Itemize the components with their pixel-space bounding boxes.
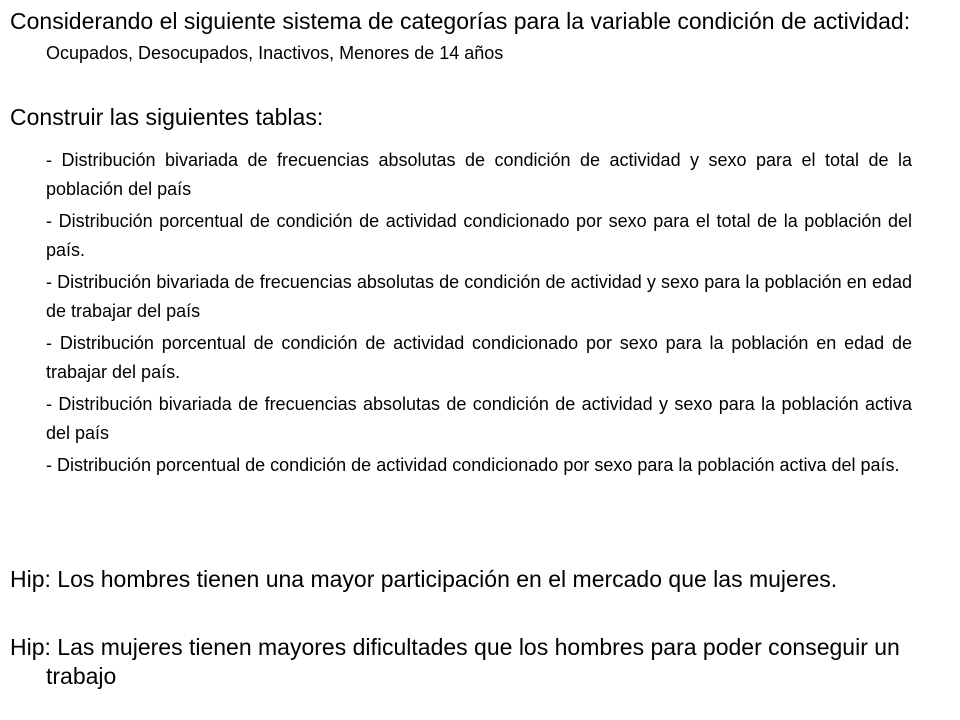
hypothesis-2: Hip: Las mujeres tienen mayores dificultades que los hombres para poder conseguir un trabajo xyxy=(10,634,900,689)
task-item: - Distribución porcentual de condición de actividad condicionado por sexo para la población en edad de trabajar del país. xyxy=(46,333,912,382)
intro-main-text: Considerando el siguiente sistema de categorías para la variable condición de actividad: xyxy=(10,8,911,34)
intro-categories: Ocupados, Desocupados, Inactivos, Menores de 14 años xyxy=(46,43,504,63)
intro-paragraph xyxy=(10,6,960,68)
hypothesis-1: Hip: Los hombres tienen una mayor participación en el mercado que las mujeres. xyxy=(10,566,838,592)
task-item: - Distribución porcentual de condición de actividad condicionado por sexo para el total de la población del país. xyxy=(46,211,912,260)
build-tables-heading: Construir las siguientes tablas: xyxy=(10,104,324,130)
task-item: - Distribución bivariada de frecuencias absolutas de condición de actividad y sexo para la población en edad de trabajar del país xyxy=(46,272,912,321)
task-list xyxy=(46,146,912,483)
task-item: - Distribución bivariada de frecuencias absolutas de condición de actividad y sexo para la población activa del país xyxy=(46,394,912,443)
task-item: - Distribución bivariada de frecuencias absolutas de condición de actividad y sexo para el total de la población del país xyxy=(46,150,912,199)
task-item: - Distribución porcentual de condición de actividad condicionado por sexo para la población activa del país. xyxy=(46,455,900,475)
